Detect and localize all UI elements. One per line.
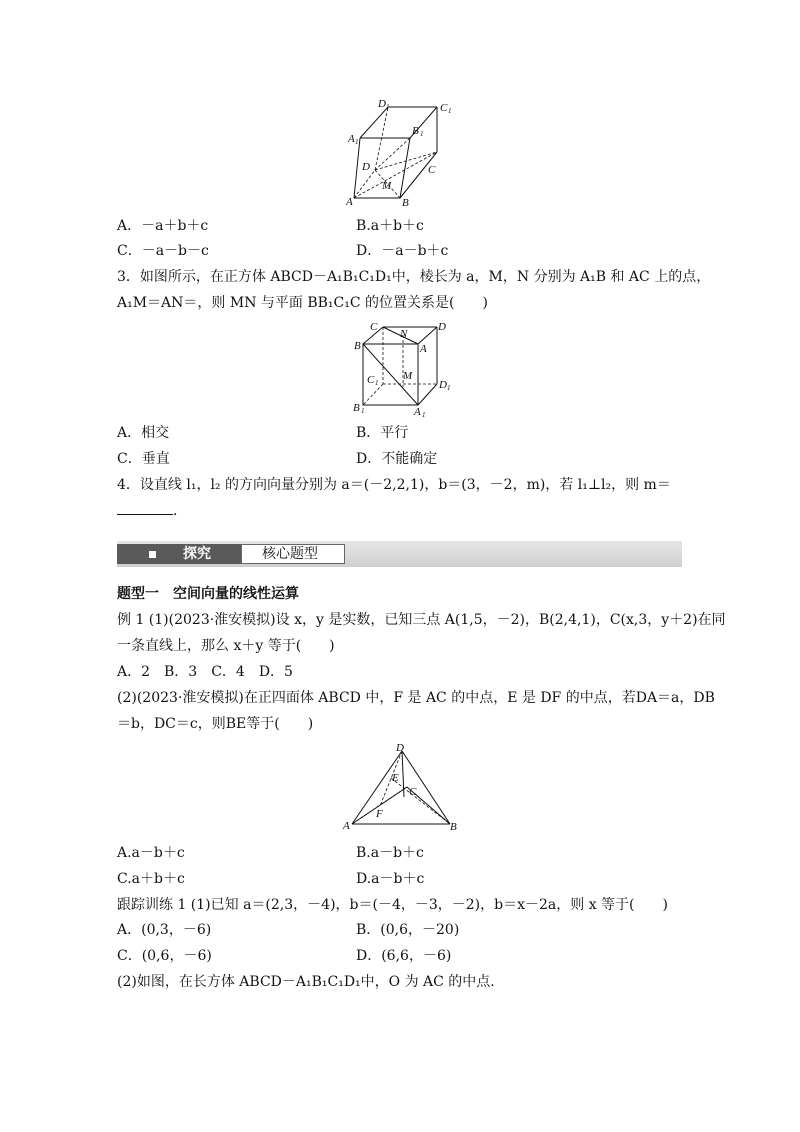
fig1-label: D xyxy=(378,98,386,110)
fig2-label: C xyxy=(367,374,375,386)
fig2-label: C xyxy=(370,321,378,333)
q3-question-line2: A₁M＝AN＝，则 MN 与平面 BB₁C₁C 的位置关系是( ) xyxy=(117,295,488,311)
fig1-label: A xyxy=(348,133,355,145)
q2-option-d: D．－a－b＋c xyxy=(356,243,449,259)
fig1-label: C xyxy=(440,102,448,114)
fig2-label: 1 xyxy=(375,379,379,387)
fig2-label: D xyxy=(439,379,447,391)
q3-option-c: C．垂直 xyxy=(117,451,170,467)
fig1-label: B xyxy=(412,125,419,137)
fig2-label: 1 xyxy=(422,411,426,419)
ex1-line1: 例 1 (1)(2023·淮安模拟)设 x，y 是实数，已知三点 A(1,5，－2)，B(2,4,1)，C(x,3，y＋2)在同 xyxy=(117,612,726,628)
fig2-label: 1 xyxy=(447,384,451,392)
banner-title: 探究 xyxy=(183,546,211,562)
fig2-label: M xyxy=(403,370,413,382)
q3-option-b: B．平行 xyxy=(356,425,409,441)
q2-option-a: A．－a＋b＋c xyxy=(117,218,209,234)
fig3-label: C xyxy=(409,786,417,798)
fig2-label: B xyxy=(354,340,361,352)
banner-subtitle: 核心题型 xyxy=(262,546,318,562)
banner-square-icon xyxy=(149,551,156,558)
banner-dark-block xyxy=(117,544,241,564)
track1-line1: 跟踪训练 1 (1)已知 a＝(2,3，－4)，b＝(－4，－3，－2)，b＝x－2a，则 x 等于( ) xyxy=(117,897,668,913)
fig3-label: A xyxy=(343,820,350,832)
fig2-label: N xyxy=(400,328,408,340)
ex1-line2: 一条直线上，那么 x＋y 等于( ) xyxy=(117,638,335,654)
fig3-label: B xyxy=(450,821,457,833)
ex1-option-c: C.a＋b＋c xyxy=(117,871,185,887)
fig2-label: D xyxy=(438,321,446,333)
q2-option-c: C．－a－b－c xyxy=(117,243,209,259)
fig2-label: B xyxy=(353,402,360,414)
fig3-label: E xyxy=(392,772,399,784)
fig1-label: C xyxy=(428,164,436,176)
q3-option-d: D．不能确定 xyxy=(356,451,438,467)
fig1-label: M xyxy=(382,180,392,192)
section-heading: 题型一 空间向量的线性运算 xyxy=(117,586,299,602)
ex1-options: A．2 B．3 C．4 D．5 xyxy=(117,664,293,680)
ex1-part2-line1: (2)(2023·淮安模拟)在正四面体 ABCD 中，F 是 AC 的中点，E 是 DF 的中点，若DA＝a，DB xyxy=(117,690,715,706)
fig3-label: F xyxy=(376,808,383,820)
ex1-part2-line2: ＝b，DC＝c，则BE等于( ) xyxy=(117,716,314,732)
figure-tetrahedron xyxy=(340,743,465,835)
fig1-label: A xyxy=(346,196,353,208)
fig1-label: 1 xyxy=(355,138,359,146)
fig3-label: D xyxy=(396,743,404,754)
q4-answer-line xyxy=(117,500,177,521)
ex1-option-a: A.a－b＋c xyxy=(117,845,185,861)
fig1-label: B xyxy=(402,197,409,209)
ex1-option-d: D.a－b＋c xyxy=(356,871,425,887)
track1-part2: (2)如图，在长方体 ABCD－A₁B₁C₁D₁中，O 为 AC 的中点. xyxy=(117,974,495,990)
q3-option-a: A．相交 xyxy=(117,425,170,441)
fig1-label: 1 xyxy=(386,103,390,111)
fig2-label: A xyxy=(414,406,421,418)
figure-parallelepiped xyxy=(340,95,460,210)
track1-option-b: B．(0,6，－20) xyxy=(356,922,460,938)
track1-option-d: D．(6,6，－6) xyxy=(356,948,452,964)
q4-end: . xyxy=(173,503,178,519)
fig1-label: 1 xyxy=(420,130,424,138)
fig1-label: D xyxy=(362,161,370,173)
track1-option-c: C．(0,6，－6) xyxy=(117,948,212,964)
q2-option-b: B.a＋b＋c xyxy=(356,218,424,234)
ex1-option-b: B.a－b＋c xyxy=(356,845,424,861)
track1-option-a: A．(0,3，－6) xyxy=(117,922,212,938)
q4-question-line1: 4．设直线 l₁，l₂ 的方向向量分别为 a＝(－2,2,1)，b＝(3，－2，m)，若 l₁⊥l₂，则 m＝ xyxy=(117,477,671,493)
q3-question-line1: 3．如图所示，在正方体 ABCD－A₁B₁C₁D₁中，棱长为 a，M，N 分别为 A₁B 和 AC 上的点， xyxy=(117,269,711,285)
fig2-label: 1 xyxy=(361,407,365,415)
fig1-label: 1 xyxy=(448,107,452,115)
fig2-label: A xyxy=(420,343,427,355)
figure-cube xyxy=(348,319,458,419)
answer-blank xyxy=(117,500,173,515)
